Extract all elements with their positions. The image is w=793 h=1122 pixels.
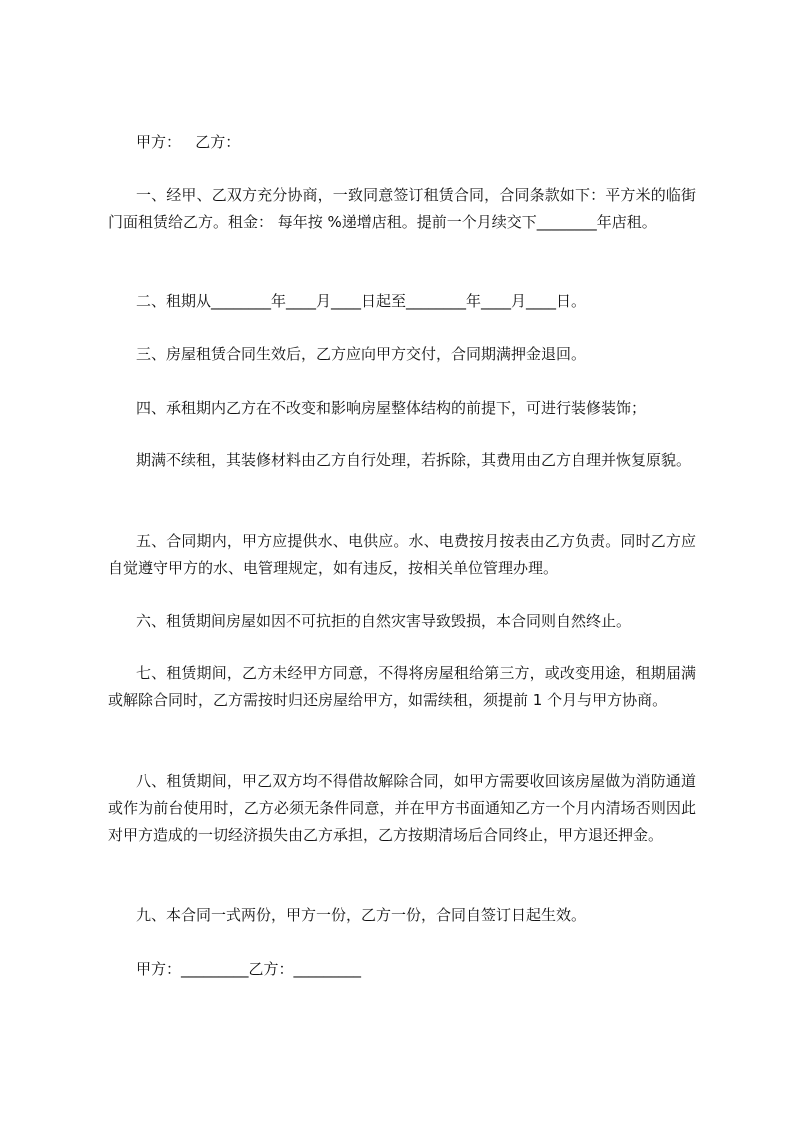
clause-7: 七、租赁期间，乙方未经甲方同意，不得将房屋租给第三方，或改变用途，租期届满或解除合同时，乙方需按时归还房屋给甲方，如需续租，须提前 1 个月与甲方协商。 — [108, 664, 696, 709]
clause-9: 九、本合同一式两份，甲方一份，乙方一份，合同自签订日起生效。 — [136, 906, 587, 924]
clause-1: 一、经甲、乙双方充分协商，一致同意签订租赁合同，合同条款如下：平方米的临街门面租赁给乙方。租金： 每年按 %递增店租。提前一个月续交下________年店租。 — [108, 186, 696, 231]
clause-8: 八、租赁期间，甲乙双方均不得借故解除合同，如甲方需要收回该房屋做为消防通道或作为前台使用时，乙方必须无条件同意，并在甲方书面通知乙方一个月内清场否则因此对甲方造成的一切经济损失由乙方承担，乙方按期清场后合同终止，甲方退还押金。 — [108, 772, 696, 844]
party-header: 甲方： 乙方： — [136, 133, 241, 151]
clause-6: 六、租赁期间房屋如因不可抗拒的自然灾害导致毁损，本合同则自然终止。 — [136, 612, 632, 630]
signature-line: 甲方：_________乙方：_________ — [136, 960, 362, 978]
clause-4: 四、承租期内乙方在不改变和影响房屋整体结构的前提下，可进行装修装饰； — [136, 399, 647, 417]
clause-3: 三、房屋租赁合同生效后，乙方应向甲方交付，合同期满押金退回。 — [136, 345, 587, 363]
clause-2: 二、租期从________年____月____日起至________年____月____日。 — [136, 292, 587, 310]
clause-4-continued: 期满不续租，其装修材料由乙方自行处理，若拆除，其费用由乙方自理并恢复原貌。 — [136, 451, 692, 469]
clause-5: 五、合同期内，甲方应提供水、电供应。水、电费按月按表由乙方负责。同时乙方应自觉遵守甲方的水、电管理规定，如有违反，按相关单位管理办理。 — [108, 532, 696, 577]
